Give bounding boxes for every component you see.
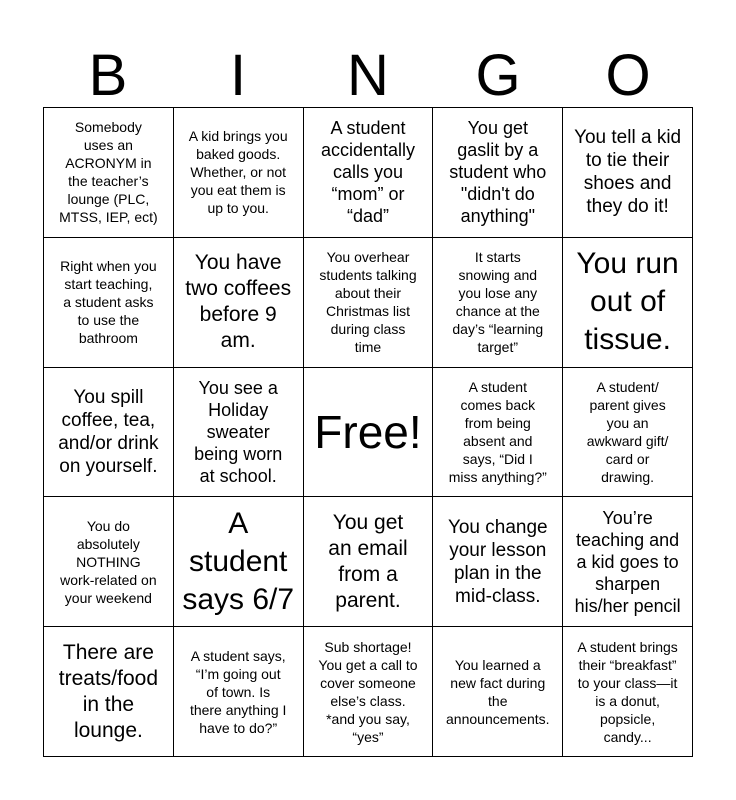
bingo-cell[interactable] [304, 108, 434, 238]
free-space-label: Free! [314, 405, 422, 458]
cell-text: Right when you start teaching, a student asks to use the bathroom [60, 258, 157, 347]
bingo-cell[interactable] [433, 108, 563, 238]
bingo-cell[interactable] [44, 627, 174, 757]
cell-text: You spill coffee, tea, and/or drink on yourself. [58, 386, 159, 477]
bingo-cell[interactable] [563, 627, 693, 757]
bingo-cell[interactable] [304, 497, 434, 627]
header-letter-o: O [605, 43, 651, 108]
cell-text: You overhear students talking about their Christmas list during class time [319, 249, 417, 356]
cell-text: There are treats/food in the lounge. [58, 640, 159, 742]
cell-text: You change your lesson plan in the mid-class. [447, 516, 548, 607]
header-letter-b: B [88, 43, 128, 108]
cell-text: It starts snowing and you lose any chance at the day’s “learning target” [452, 249, 544, 356]
bingo-cell[interactable] [563, 497, 693, 627]
bingo-cell[interactable] [174, 627, 304, 757]
bingo-cell[interactable] [563, 368, 693, 498]
bingo-cell[interactable] [563, 108, 693, 238]
cell-text: A student says, “I’m going out of town. Is there anything I have to do?” [189, 647, 287, 736]
cell-text: You’re teaching and a kid goes to sharpen his/her pencil [574, 507, 681, 616]
cell-text: You get an email from a parent. [328, 510, 408, 612]
bingo-cell[interactable] [304, 238, 434, 368]
bingo-cell[interactable] [174, 368, 304, 498]
cell-text: A student says 6/7 [182, 506, 295, 616]
cell-text: A kid brings you baked goods. Whether, or not you eat them is up to you. [188, 128, 288, 217]
cell-text: A student comes back from being absent and says, “Did I miss anything?” [448, 378, 547, 485]
bingo-cell[interactable] [433, 368, 563, 498]
bingo-header [43, 43, 693, 108]
bingo-cell[interactable] [44, 238, 174, 368]
bingo-cell[interactable] [433, 497, 563, 627]
bingo-cell[interactable] [433, 238, 563, 368]
cell-text: You see a Holiday sweater being worn at school. [194, 377, 283, 486]
cell-text: Somebody uses an ACRONYM in the teacher’s lounge (PLC, MTSS, IEP, ect) [59, 119, 158, 226]
cell-text: You learned a new fact during the announcements. [446, 656, 550, 727]
bingo-cell[interactable] [563, 238, 693, 368]
cell-text: You do absolutely NOTHING work-related on your weekend [60, 517, 157, 606]
cell-text: A student brings their “breakfast” to your class—it is a donut, popsicle, candy... [577, 638, 678, 745]
cell-text: Sub shortage! You get a call to cover someone else’s class. *and you say, “yes” [318, 638, 418, 745]
header-letter-g: G [475, 43, 521, 108]
bingo-cell[interactable] [44, 368, 174, 498]
cell-text: You run out of tissue. [576, 247, 679, 357]
free-space[interactable] [304, 368, 434, 498]
cell-text: You tell a kid to tie their shoes and they do it! [574, 127, 682, 218]
bingo-cell[interactable] [174, 497, 304, 627]
cell-text: A student/ parent gives you an awkward gift/ card or drawing. [586, 378, 669, 485]
bingo-cell[interactable] [44, 108, 174, 238]
cell-text: You have two coffees before 9 am. [185, 251, 292, 353]
cell-text: You get gaslit by a student who "didn't do anything" [449, 118, 547, 227]
header-letter-n: N [347, 43, 389, 108]
header-letter-i: I [229, 43, 247, 108]
cell-text: A student accidentally calls you “mom” or “dad” [320, 118, 416, 227]
bingo-cell[interactable] [304, 627, 434, 757]
bingo-cell[interactable] [174, 238, 304, 368]
bingo-cell[interactable] [44, 497, 174, 627]
bingo-board [43, 107, 693, 757]
bingo-cell[interactable] [433, 627, 563, 757]
bingo-cell[interactable] [174, 108, 304, 238]
